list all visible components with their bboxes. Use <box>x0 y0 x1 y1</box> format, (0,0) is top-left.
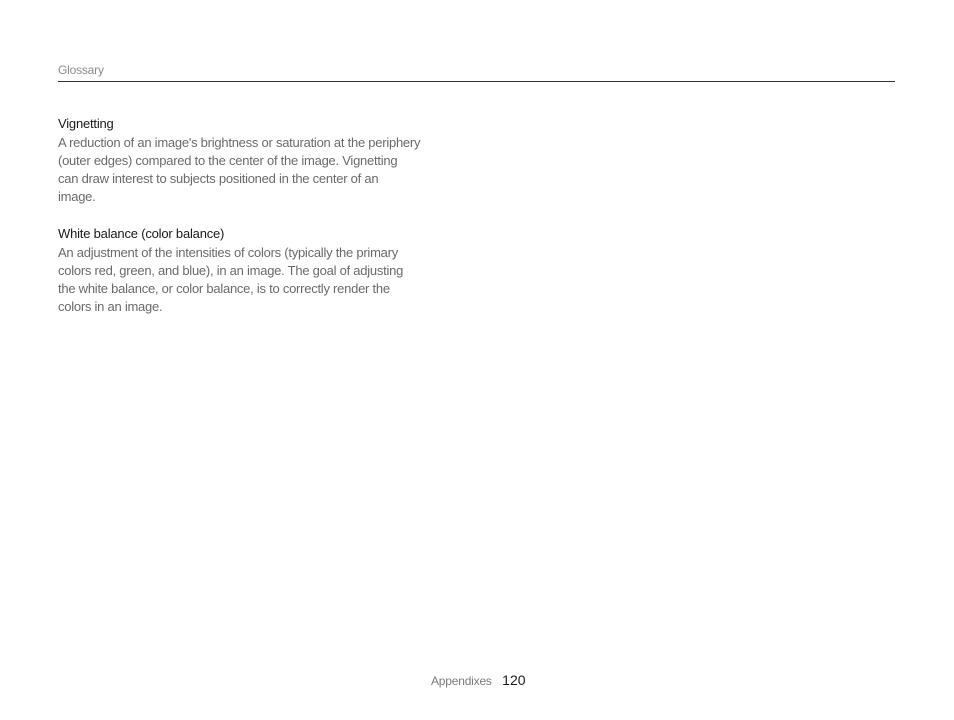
glossary-term: Vignetting <box>58 116 114 131</box>
glossary-content <box>58 115 458 335</box>
page-header <box>58 62 895 82</box>
page-footer <box>431 672 526 692</box>
glossary-definition: A reduction of an image's brightness or saturation at the periphery (outer edges) compared to the center of the image. Vignetting can draw interest to subjects positioned in the center of an image. <box>58 135 421 204</box>
glossary-term: White balance (color balance) <box>58 226 225 241</box>
glossary-entry-white-balance <box>58 225 458 316</box>
glossary-entry-vignetting <box>58 115 458 206</box>
section-title: Glossary <box>58 63 104 77</box>
footer-section-label: Appendixes <box>431 674 492 688</box>
glossary-definition: An adjustment of the intensities of colors (typically the primary colors red, green, and blue), in an image. The goal of adjusting the white balance, or color balance, is to correctly render the colors in an image. <box>58 245 404 314</box>
page-number: 120 <box>502 672 526 688</box>
